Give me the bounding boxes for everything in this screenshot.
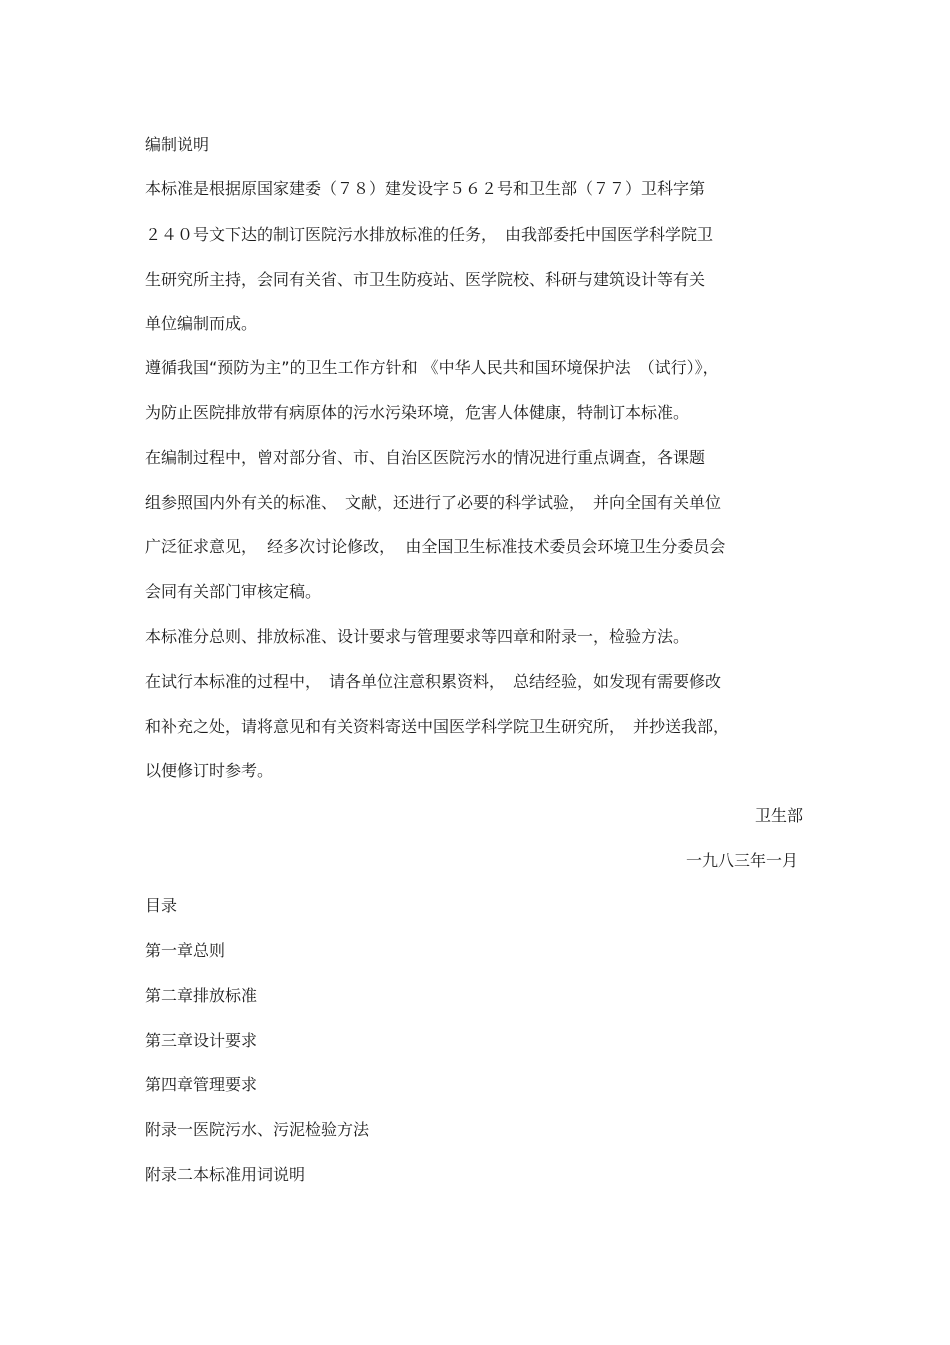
- toc-title: 目录: [145, 896, 178, 915]
- toc-item: 第三章设计要求: [145, 1031, 258, 1050]
- paragraph-line: 会同有关部门审核定稿。: [145, 582, 322, 601]
- toc-item: 第一章总则: [145, 941, 226, 960]
- paragraph-line: 和补充之处，请将意见和有关资料寄送中国医学科学院卫生研究所， 并抄送我部，: [145, 717, 730, 736]
- section-heading: 编制说明: [145, 135, 210, 154]
- toc-item: 附录二本标准用词说明: [145, 1165, 306, 1184]
- paragraph-line: ２４０号文下达的制订医院污水排放标准的任务， 由我部委托中国医学科学院卫: [145, 225, 714, 244]
- paragraph-line: 以便修订时参考。: [145, 761, 274, 780]
- paragraph-line: 本标准是根据原国家建委（７８）建发设字５６２号和卫生部（７７）卫科字第: [145, 179, 706, 198]
- paragraph-line: 为防止医院排放带有病原体的污水污染环境，危害人体健康，特制订本标准。: [145, 403, 690, 422]
- paragraph-line: 广泛征求意见， 经多次讨论修改， 由全国卫生标准技术委员会环境卫生分委员会: [145, 537, 726, 556]
- paragraph-line: 生研究所主持，会同有关省、市卫生防疫站、医学院校、科研与建筑设计等有关: [145, 270, 706, 289]
- toc-item: 第四章管理要求: [145, 1075, 258, 1094]
- paragraph-line: 在试行本标准的过程中， 请各单位注意积累资料， 总结经验，如发现有需要修改: [145, 672, 722, 691]
- paragraph-line: 组参照国内外有关的标准、 文献，还进行了必要的科学试验， 并向全国有关单位: [145, 493, 722, 512]
- paragraph-line: 单位编制而成。: [145, 314, 258, 333]
- toc-item: 附录一医院污水、污泥检验方法: [145, 1120, 370, 1139]
- toc-item: 第二章排放标准: [145, 986, 258, 1005]
- paragraph-line: 遵循我国“预防为主”的卫生工作方针和 《中华人民共和国环境保护法 （试行）》，: [145, 358, 719, 377]
- date-line: 一九八三年一月: [685, 851, 798, 870]
- paragraph-line: 本标准分总则、排放标准、设计要求与管理要求等四章和附录一，检验方法。: [145, 627, 690, 646]
- signature: 卫生部: [754, 806, 803, 825]
- paragraph-line: 在编制过程中，曾对部分省、市、自治区医院污水的情况进行重点调查，各课题: [145, 448, 706, 467]
